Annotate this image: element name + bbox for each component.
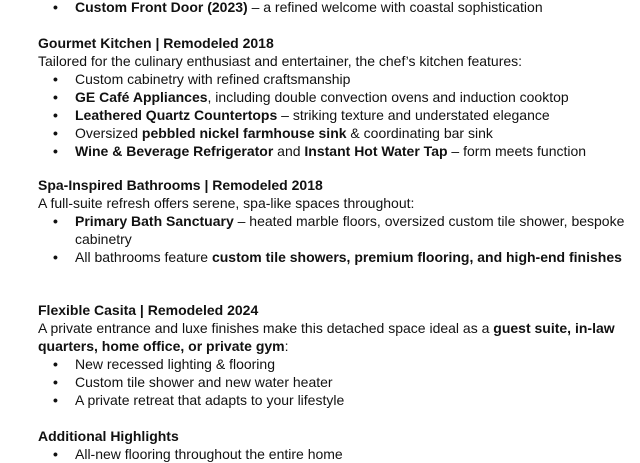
bullet-icon: • xyxy=(53,71,58,87)
intro-end-text: : xyxy=(284,338,289,354)
item-text: – striking texture and understated elegance xyxy=(277,107,550,123)
bullet-icon: • xyxy=(53,249,58,265)
list-item xyxy=(53,355,628,373)
list-item xyxy=(53,373,628,391)
bullet-icon: • xyxy=(53,125,58,141)
bullet-icon: • xyxy=(53,107,58,123)
casita-section xyxy=(38,301,628,409)
item-bold-text: Leathered Quartz Countertops xyxy=(75,107,278,123)
item-text: New recessed lighting & flooring xyxy=(75,356,275,372)
item-bold-text: Instant Hot Water Tap xyxy=(304,143,448,159)
list-item xyxy=(53,88,628,106)
item-text: A private retreat that adapts to your lifestyle xyxy=(75,392,345,408)
item-text: Custom cabinetry with refined craftsmanship xyxy=(75,71,351,87)
item-text: All bathrooms feature xyxy=(75,249,212,265)
bathrooms-list xyxy=(38,212,628,266)
bullet-icon: • xyxy=(53,143,58,159)
item-text: All-new flooring throughout the entire home xyxy=(75,446,343,462)
item-bold-text: Wine & Beverage Refrigerator xyxy=(75,143,274,159)
bullet-icon: • xyxy=(53,356,58,372)
item-text: Custom tile shower and new water heater xyxy=(75,374,333,390)
bullet-icon: • xyxy=(53,374,58,390)
item-bold-text: Custom Front Door (2023) xyxy=(75,0,248,15)
section-heading: Spa-Inspired Bathrooms | Remodeled 2018 xyxy=(38,177,323,193)
kitchen-section xyxy=(38,34,628,160)
intro-bold-text: guest suite, in-law quarters, home office, or private gym xyxy=(38,320,615,354)
section-intro xyxy=(38,319,628,355)
item-bold-text: Primary Bath Sanctuary xyxy=(75,213,234,229)
item-bold-text: custom tile showers, premium flooring, and high-end finishes xyxy=(211,249,622,265)
kitchen-list xyxy=(38,70,628,160)
highlights-list xyxy=(38,445,628,463)
highlights-section xyxy=(38,427,628,463)
section-intro: Tailored for the culinary enthusiast and entertainer, the chef’s kitchen features: xyxy=(38,53,523,69)
item-text: , including double convection ovens and induction cooktop xyxy=(207,89,569,105)
bullet-icon: • xyxy=(53,446,58,462)
item-text: and xyxy=(273,143,305,159)
intro-text: A private entrance and luxe finishes make this detached space ideal as a xyxy=(38,320,494,336)
item-text: – form meets function xyxy=(447,143,587,159)
item-text: – heated marble floors, oversized custom tile shower, bespoke cabinetry xyxy=(75,213,625,247)
top-item-section xyxy=(38,0,628,16)
item-bold-text: pebbled nickel farmhouse sink xyxy=(141,125,347,141)
bullet-icon: • xyxy=(53,0,58,15)
list-item xyxy=(53,248,628,266)
list-item xyxy=(53,0,628,16)
bullet-icon: • xyxy=(53,213,58,229)
bullet-icon: • xyxy=(53,392,58,408)
section-heading: Additional Highlights xyxy=(38,428,179,444)
section-heading: Flexible Casita | Remodeled 2024 xyxy=(38,302,259,318)
list-item xyxy=(53,212,628,248)
bathrooms-section xyxy=(38,176,628,266)
item-text: Oversized xyxy=(75,125,142,141)
item-text: & coordinating bar sink xyxy=(346,125,493,141)
section-heading: Gourmet Kitchen | Remodeled 2018 xyxy=(38,35,274,51)
list-item xyxy=(53,124,628,142)
top-item-list xyxy=(38,0,628,16)
list-item xyxy=(53,391,628,409)
bullet-icon: • xyxy=(53,89,58,105)
list-item xyxy=(53,445,628,463)
item-text: – a refined welcome with coastal sophistication xyxy=(247,0,543,15)
casita-list xyxy=(38,355,628,409)
list-item xyxy=(53,70,628,88)
list-item xyxy=(53,106,628,124)
item-bold-text: GE Café Appliances xyxy=(75,89,208,105)
list-item xyxy=(53,142,628,160)
section-intro: A full-suite refresh offers serene, spa-like spaces throughout: xyxy=(38,195,415,211)
